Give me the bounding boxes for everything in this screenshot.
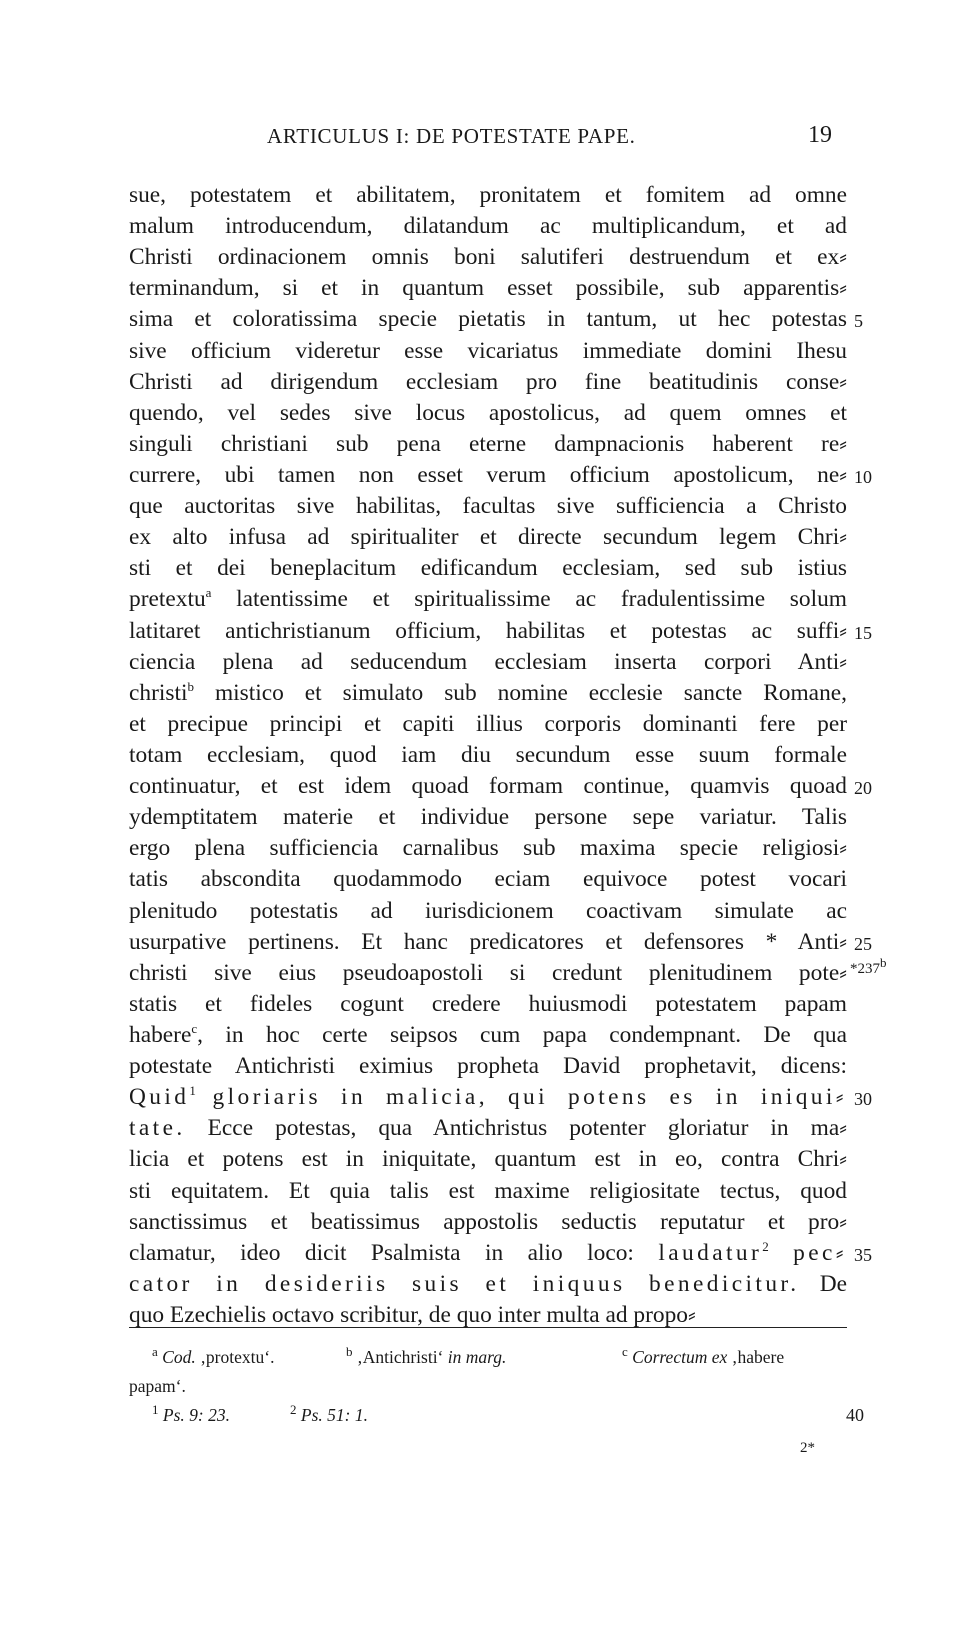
line-text [129, 833, 847, 864]
footnote-1: $^1$ Ps. 9: 23. [152, 1402, 230, 1425]
line-number: 5 [854, 311, 863, 332]
text-line [0, 616, 960, 647]
footnote-b: $^b$ ‚Antichristi‘ in marg. [346, 1344, 507, 1367]
line-text [129, 771, 847, 802]
text-line [0, 1113, 960, 1144]
line-text [129, 491, 847, 522]
line-body: quendo, vel sedes sive locus apostolicus, ad quem omnes et [129, 399, 847, 426]
line-text [129, 242, 847, 273]
line-text [129, 398, 847, 429]
line-body: sti equitatem. Et quia talis est maxime religiositate tectus, quod [129, 1177, 847, 1204]
line-number: 10 [854, 466, 872, 487]
line-text [129, 1082, 847, 1113]
note-marker: 1 [189, 1083, 196, 1099]
text-line [0, 989, 960, 1020]
note-marker: a [205, 585, 212, 601]
footnote-line-letters [0, 1343, 960, 1372]
text-line [0, 211, 960, 242]
line-text [129, 584, 847, 615]
line-body: ex alto infusa ad spiritualiter et directe secundum legem Chri⸗ [129, 524, 847, 551]
line-text [129, 553, 847, 584]
text-line [0, 398, 960, 429]
note-marker: 2 [762, 1238, 769, 1254]
footnote-2: $^2$ Ps. 51: 1. [290, 1402, 368, 1425]
line-text [129, 273, 847, 304]
spaced-quotation: pec⸗ [793, 1239, 847, 1266]
footnote-rule [129, 1327, 847, 1328]
footnote-c-continuation: papam‘. [129, 1376, 186, 1396]
text-line [0, 336, 960, 367]
text-line [0, 429, 960, 460]
line-body: clamatur, ideo dicit Psalmista in alio loco: [129, 1239, 634, 1266]
line-text [129, 927, 847, 958]
line-body: tatis abscondita quodammodo eciam equivoce potest vocari [129, 866, 847, 893]
text-line [0, 771, 960, 802]
spaced-quotation: tate. [129, 1115, 186, 1142]
text-line [0, 553, 960, 584]
line-lead-word: pretextu [129, 586, 206, 613]
line-text [129, 678, 847, 709]
text-line [0, 954, 960, 989]
line-number: 15 [854, 622, 872, 643]
line-text [129, 647, 847, 678]
line-body: singuli christiani sub pena eterne dampnacionis haberent re⸗ [129, 430, 847, 457]
text-line [0, 1176, 960, 1207]
line-body: ergo plena sufficiencia carnalibus sub maxima specie religiosi⸗ [129, 835, 847, 862]
line-body: quo Ezechielis octavo scribitur, de quo inter multa ad propo⸗ [129, 1301, 696, 1328]
line-body: sive officium videretur esse vicariatus immediate domini Ihesu [129, 337, 847, 364]
text-line [0, 273, 960, 304]
text-line [0, 491, 960, 522]
line-text [129, 429, 847, 460]
line-text [129, 211, 847, 242]
body-text [0, 180, 960, 1331]
note-marker: b [187, 678, 194, 694]
line-text [129, 709, 847, 740]
text-line [0, 367, 960, 398]
text-line [0, 522, 960, 553]
line-body: Christi ordinacionem omnis boni salutiferi destruendum et ex⸗ [129, 244, 847, 271]
text-line [0, 1020, 960, 1051]
footnote-a: $^a$ Cod. ‚protextu‘. [152, 1344, 275, 1367]
line-body: gloriaris in malicia, qui potens es in iniqui⸗ [212, 1084, 847, 1111]
line-body: currere, ubi tamen non esset verum officium apostolicum, ne⸗ [129, 461, 847, 488]
line-text [129, 1020, 847, 1051]
line-lead-word: habere [129, 1021, 192, 1048]
line-text [129, 1269, 847, 1300]
note-marker: c [191, 1021, 198, 1037]
line-body: terminandum, si et in quantum esset possibile, sub apparentis⸗ [129, 275, 847, 302]
text-line [0, 1238, 960, 1269]
line-text [129, 1238, 847, 1269]
line-lead-word: christi [129, 679, 188, 706]
line-text [129, 460, 847, 491]
line-number: 20 [854, 778, 872, 799]
line-text [129, 367, 847, 398]
line-body: sue, potestatem et abilitatem, pronitatem et fomitem ad omne [129, 182, 847, 208]
line-number: 25 [854, 933, 872, 954]
line-text [129, 989, 847, 1020]
line-body: potestate Antichristi eximius propheta David prophetavit, dicens: [129, 1053, 847, 1080]
line-text [129, 616, 847, 647]
line-text [129, 802, 847, 833]
text-line [0, 896, 960, 927]
line-text [129, 1207, 847, 1238]
line-text [129, 1144, 847, 1175]
line-body: totam ecclesiam, quod iam diu secundum esse suum formale [129, 741, 847, 768]
margin-folio-note: *237$^b$ [850, 954, 887, 977]
text-line [0, 709, 960, 740]
line-lead-word: Quid [129, 1084, 190, 1111]
line-body: De [819, 1270, 847, 1297]
text-line [0, 1144, 960, 1175]
line-number: 40 [846, 1405, 864, 1425]
text-line [0, 180, 960, 211]
text-line [0, 242, 960, 273]
footnotes [0, 1343, 960, 1430]
text-line [0, 833, 960, 864]
line-text [129, 958, 847, 989]
spaced-quotation: laudatur [658, 1239, 763, 1266]
line-body: Christi ad dirigendum ecclesiam pro fine beatitudinis conse⸗ [129, 368, 847, 395]
line-body: , in hoc certe seipsos cum papa condempnant. De qua [197, 1021, 847, 1048]
page-number: 19 [808, 122, 832, 148]
line-body: statis et fideles cogunt credere huiusmodi potestatem papam [129, 990, 847, 1017]
text-line [0, 647, 960, 678]
text-line [0, 864, 960, 895]
text-line [0, 1269, 960, 1300]
line-body: christi sive eius pseudoapostoli si credunt plenitudinem pote⸗ [129, 959, 847, 986]
text-line [0, 1207, 960, 1238]
line-body: licia et potens est in iniquitate, quantum est in eo, contra Chri⸗ [129, 1146, 847, 1173]
line-body: que auctoritas sive habilitas, facultas sive sufficiencia a Christo [129, 493, 847, 520]
line-body: sti et dei beneplacitum edificandum ecclesiam, sed sub istius [129, 555, 847, 582]
line-text [129, 864, 847, 895]
line-text [129, 1051, 847, 1082]
line-text [129, 740, 847, 771]
line-body: sima et coloratissima specie pietatis in tantum, ut hec potestas [129, 306, 847, 333]
text-line [0, 1082, 960, 1113]
line-number: 35 [854, 1244, 872, 1265]
text-line [0, 1051, 960, 1082]
line-text [129, 896, 847, 927]
line-body: latitaret antichristianum officium, habilitas et potestas ac suffi⸗ [129, 617, 847, 644]
text-line [0, 678, 960, 709]
line-body: ciencia plena ad seducendum ecclesiam inserta corpori Anti⸗ [129, 648, 847, 675]
line-body: usurpative pertinens. Et hanc predicatores et defensores * Anti⸗ [129, 928, 847, 955]
text-line [0, 584, 960, 615]
line-text [129, 304, 847, 335]
footnote-line-numbers [0, 1401, 960, 1430]
line-body: plenitudo potestatis ad iurisdicionem coactivam simulate ac [129, 897, 847, 924]
line-body: Ecce potestas, qua Antichristus potenter gloriatur in ma⸗ [207, 1115, 847, 1142]
text-line [0, 740, 960, 771]
line-text [129, 336, 847, 367]
line-body: et precipue principi et capiti illius corporis dominanti fere per [129, 710, 847, 737]
line-body: ydemptitatem materie et individue persone sepe variatur. Talis [129, 804, 847, 831]
footnote-c: $^c$ Correctum ex ‚habere [622, 1344, 785, 1367]
running-head: ARTICULUS I: DE POTESTATE PAPE. [267, 124, 636, 148]
line-body: latentissime et spiritualissime ac fradulentissime solum [236, 586, 847, 613]
line-text [129, 522, 847, 553]
spaced-quotation: cator in desideriis suis et iniquus benedicitur. [129, 1270, 800, 1297]
line-text [129, 1176, 847, 1207]
signature-mark: 2* [800, 1440, 815, 1456]
text-line [0, 304, 960, 335]
line-body: continuatur, et est idem quoad formam continue, quamvis quoad [129, 773, 847, 800]
text-line [0, 802, 960, 833]
line-body: sanctissimus et beatissimus appostolis seductis reputatur et pro⸗ [129, 1208, 847, 1235]
line-text [129, 180, 847, 211]
line-body: malum introducendum, dilatandum ac multiplicandum, et ad [129, 213, 847, 240]
line-body: mistico et simulato sub nomine ecclesie sancte Romane, [214, 679, 847, 706]
text-line [0, 927, 960, 958]
line-number: 30 [854, 1089, 872, 1110]
line-text [129, 1113, 847, 1144]
text-line [0, 460, 960, 491]
